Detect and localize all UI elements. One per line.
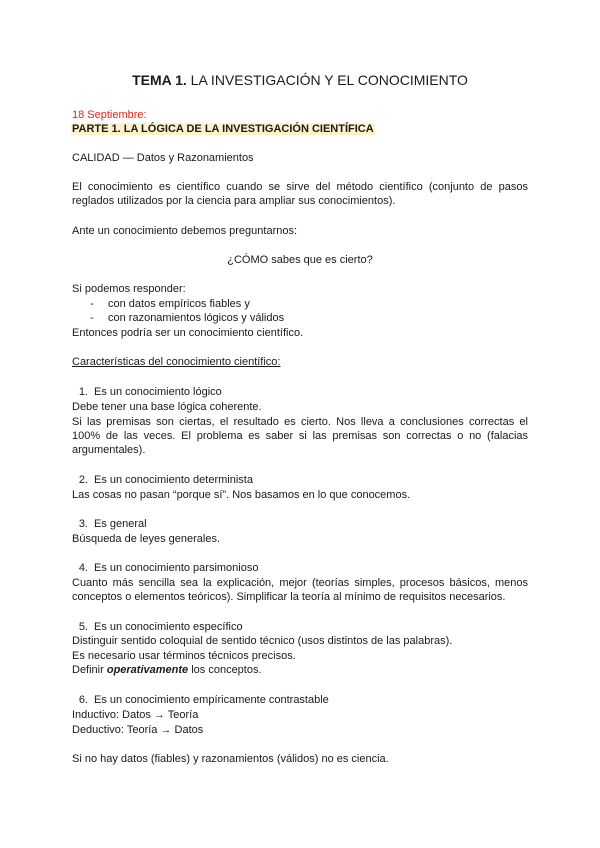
final-line: Si no hay datos (fiables) y razonamientos (válidos) no es ciencia. [72, 753, 389, 765]
numbered-item-title [72, 473, 253, 487]
part-heading-text: PARTE 1. LA LÓGICA DE LA INVESTIGACIÓN CIENTÍFICA [72, 123, 374, 135]
part-heading [71, 122, 375, 136]
bullet-item [90, 311, 284, 325]
numbered-item-title [72, 693, 329, 707]
question-line: ¿CÓMO sabes que es cierto? [227, 254, 373, 266]
item-text: Inductivo: Datos → Teoría [72, 709, 199, 721]
item-number: 1. [78, 386, 88, 398]
item-number: 3. [78, 518, 88, 530]
item-title: Es un conocimiento lógico [94, 386, 222, 398]
item-title: Es general [94, 518, 147, 530]
ask-line: Ante un conocimiento debemos preguntarnos: [72, 225, 298, 237]
bullet-item [90, 297, 250, 311]
item-number: 4. [78, 562, 88, 574]
item-text: Búsqueda de leyes generales. [72, 533, 220, 545]
item-paragraph: Cuanto más sencilla sea la explicación, mejor (teorías simples, procesos básicos, menos conceptos o elementos teóricos). Simplificar la teoría al mínimo de requisitos necesarios. [72, 577, 528, 603]
item-text: Distinguir sentido coloquial de sentido técnico (usos distintos de las palabras). [72, 635, 453, 647]
item-title: Es un conocimiento parsimonioso [94, 562, 259, 574]
item-title: Es un conocimiento empíricamente contrastable [94, 694, 329, 706]
item-number: 5. [78, 621, 88, 633]
item-paragraph: Si las premisas son ciertas, el resultado es cierto. Nos lleva a conclusiones correctas el 100% de las veces. El problema es saber si las premisas son correctas o no (falacias argumentales). [72, 416, 528, 456]
numbered-item-title [72, 561, 258, 575]
bullet-dash: - [90, 312, 94, 324]
definir-suffix: los conceptos. [188, 664, 262, 676]
item-title: Es un conocimiento determinista [94, 474, 253, 486]
emphasis-operativamente: operativamente [106, 664, 189, 676]
item-title: Es un conocimiento específico [94, 621, 243, 633]
intro-paragraph: El conocimiento es científico cuando se sirve del método científico (conjunto de pasos reglados utilizados por la ciencia para ampliar sus conocimientos). [72, 181, 528, 207]
characteristics-heading: Características del conocimiento científico: [72, 356, 281, 368]
item-text-definir [72, 663, 262, 677]
bullet-dash: - [90, 298, 94, 310]
calidad-line: CALIDAD — Datos y Razonamientos [72, 152, 254, 164]
definir-prefix: Definir [72, 664, 107, 676]
item-text: Las cosas no pasan “porque sí”. Nos basamos en lo que conocemos. [72, 489, 411, 501]
bullet-text: con datos empíricos fiables y [108, 298, 250, 310]
answer-intro: Si podemos responder: [72, 283, 186, 295]
numbered-item-title [72, 620, 243, 634]
item-number: 2. [78, 474, 88, 486]
item-number: 6. [78, 694, 88, 706]
title-bold: TEMA 1. [132, 72, 187, 88]
conclusion-line: Entonces podría ser un conocimiento científico. [72, 327, 304, 339]
document-title [0, 71, 600, 89]
numbered-item-title [72, 385, 222, 399]
title-rest: LA INVESTIGACIÓN Y EL CONOCIMIENTO [186, 72, 468, 88]
bullet-text: con razonamientos lógicos y válidos [108, 312, 285, 324]
numbered-item-title [72, 517, 147, 531]
item-text: Es necesario usar términos técnicos precisos. [72, 650, 296, 662]
item-text: Deductivo: Teoría → Datos [72, 724, 204, 736]
date-label: 18 Septiembre: [72, 109, 147, 121]
item-text: Debe tener una base lógica coherente. [72, 401, 262, 413]
